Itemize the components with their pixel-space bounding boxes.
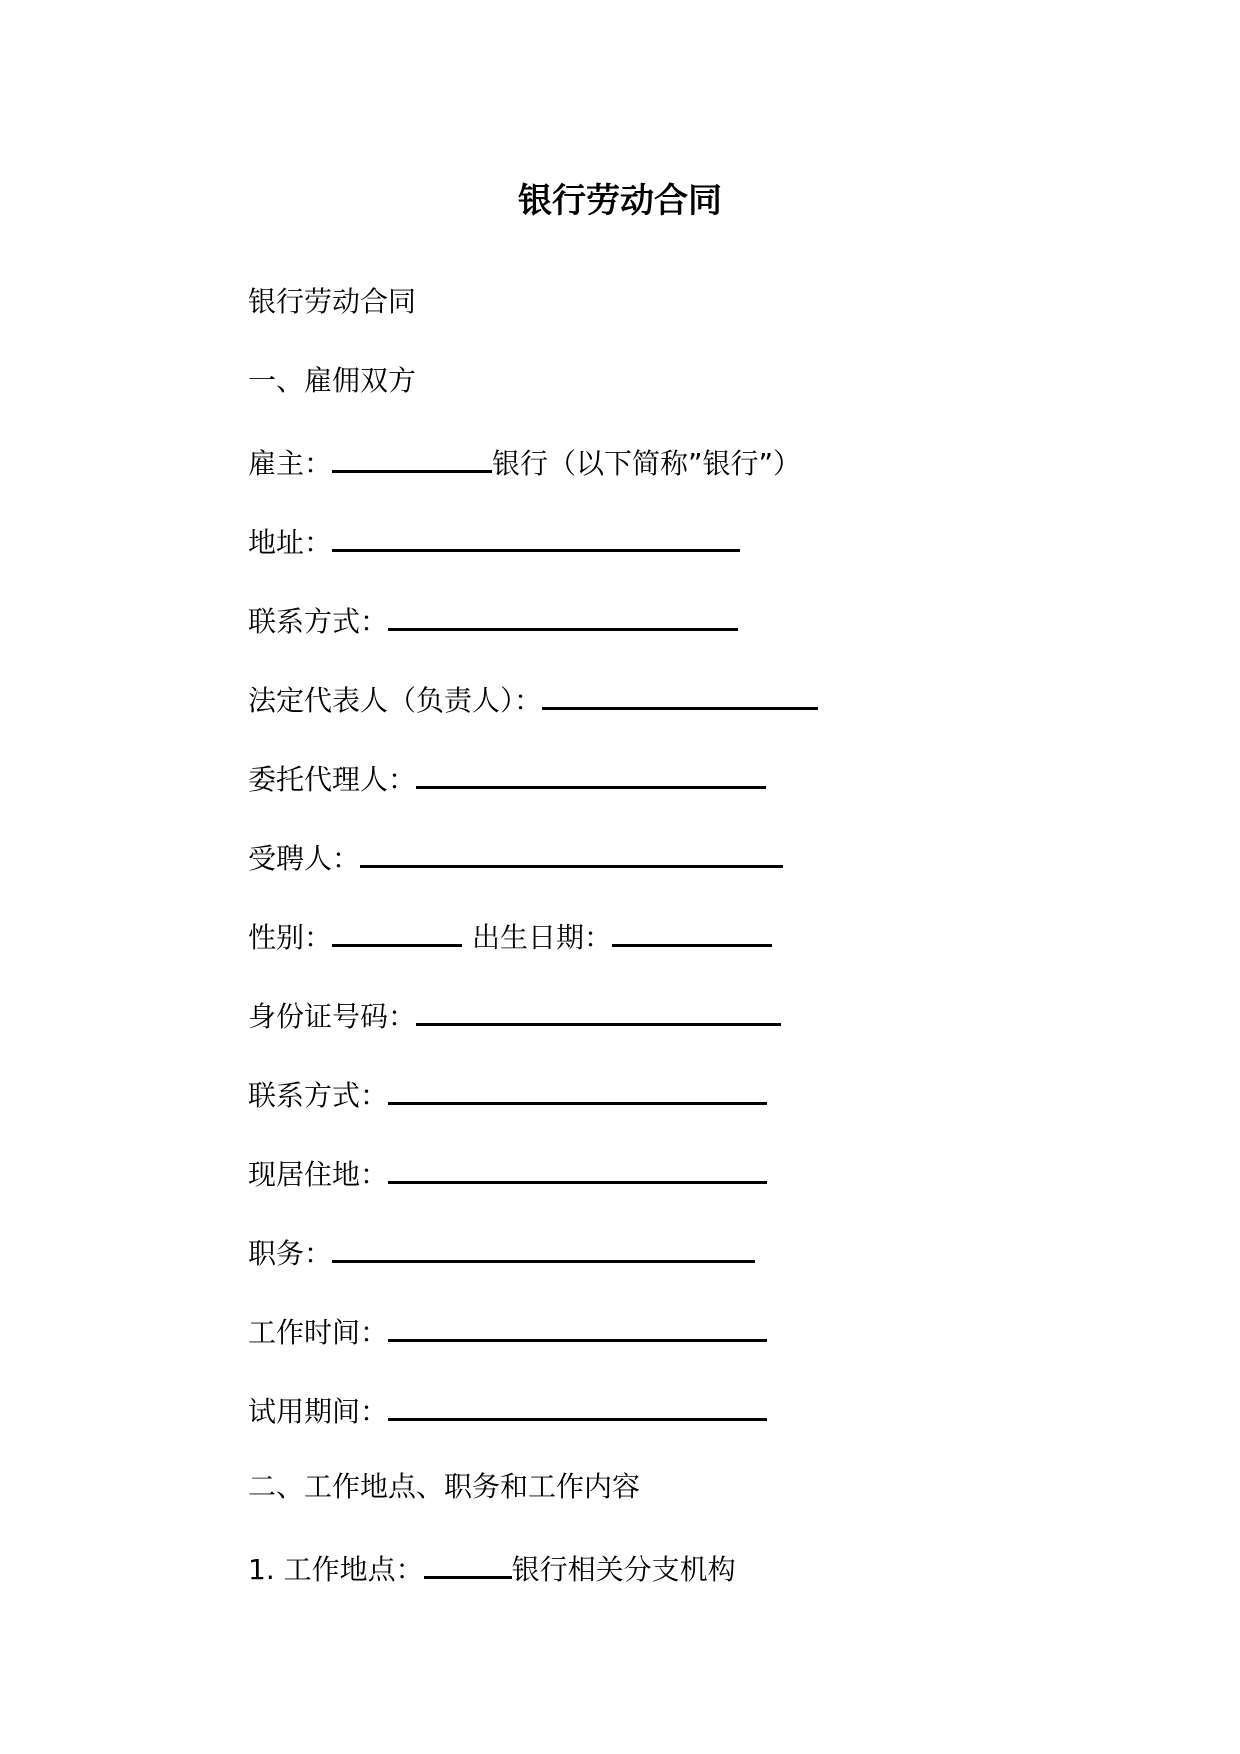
workplace-row	[248, 1546, 736, 1590]
workplace-blank[interactable]	[424, 1546, 512, 1579]
gender-label: 性别：	[248, 921, 333, 954]
contact-label: 联系方式：	[248, 1079, 389, 1112]
workplace-label: 1. 工作地点：	[248, 1553, 424, 1586]
section-heading-parties: 一、雇佣双方	[248, 364, 417, 397]
employee-row	[248, 835, 783, 879]
employee-label: 受聘人：	[248, 842, 361, 875]
document-subtitle: 银行劳动合同	[248, 285, 417, 318]
probation-label: 试用期间：	[248, 1395, 389, 1428]
id-number-label: 身份证号码：	[248, 1000, 417, 1033]
contact-label: 联系方式：	[248, 605, 389, 638]
workplace-suffix: 银行相关分支机构	[511, 1553, 736, 1586]
document-title: 银行劳动合同	[518, 181, 722, 221]
employer-label: 雇主：	[248, 447, 333, 480]
gender-blank[interactable]	[332, 914, 462, 947]
employee-blank[interactable]	[360, 835, 783, 868]
position-row	[248, 1230, 755, 1274]
section-heading-workplace: 二、工作地点、职务和工作内容	[248, 1470, 641, 1503]
contact-blank[interactable]	[388, 598, 738, 631]
id-number-blank[interactable]	[416, 993, 781, 1026]
probation-row	[248, 1388, 767, 1432]
address-label: 地址：	[248, 526, 333, 559]
legal-rep-label: 法定代表人（负责人）：	[248, 684, 543, 717]
agent-blank[interactable]	[416, 756, 766, 789]
gender-birth-row	[248, 914, 772, 958]
work-time-label: 工作时间：	[248, 1316, 389, 1349]
birth-blank[interactable]	[612, 914, 772, 947]
contact-row-employee	[248, 1072, 767, 1116]
id-number-row	[248, 993, 781, 1037]
agent-row	[248, 756, 766, 800]
residence-row	[248, 1151, 767, 1195]
position-blank[interactable]	[332, 1230, 755, 1263]
legal-rep-blank[interactable]	[542, 677, 818, 710]
work-time-blank[interactable]	[388, 1309, 767, 1342]
probation-blank[interactable]	[388, 1388, 767, 1421]
residence-blank[interactable]	[388, 1151, 767, 1184]
employer-suffix: 银行（以下简称”银行”）	[492, 447, 802, 480]
contact-row-employer	[248, 598, 738, 642]
work-time-row	[248, 1309, 767, 1353]
contact-blank[interactable]	[388, 1072, 767, 1105]
residence-label: 现居住地：	[248, 1158, 389, 1191]
address-row	[248, 519, 740, 563]
legal-rep-row	[248, 677, 818, 721]
employer-row	[248, 440, 801, 484]
birth-label: 出生日期：	[472, 921, 613, 954]
agent-label: 委托代理人：	[248, 763, 417, 796]
address-blank[interactable]	[332, 519, 740, 552]
position-label: 职务：	[248, 1237, 333, 1270]
employer-blank[interactable]	[332, 440, 492, 473]
